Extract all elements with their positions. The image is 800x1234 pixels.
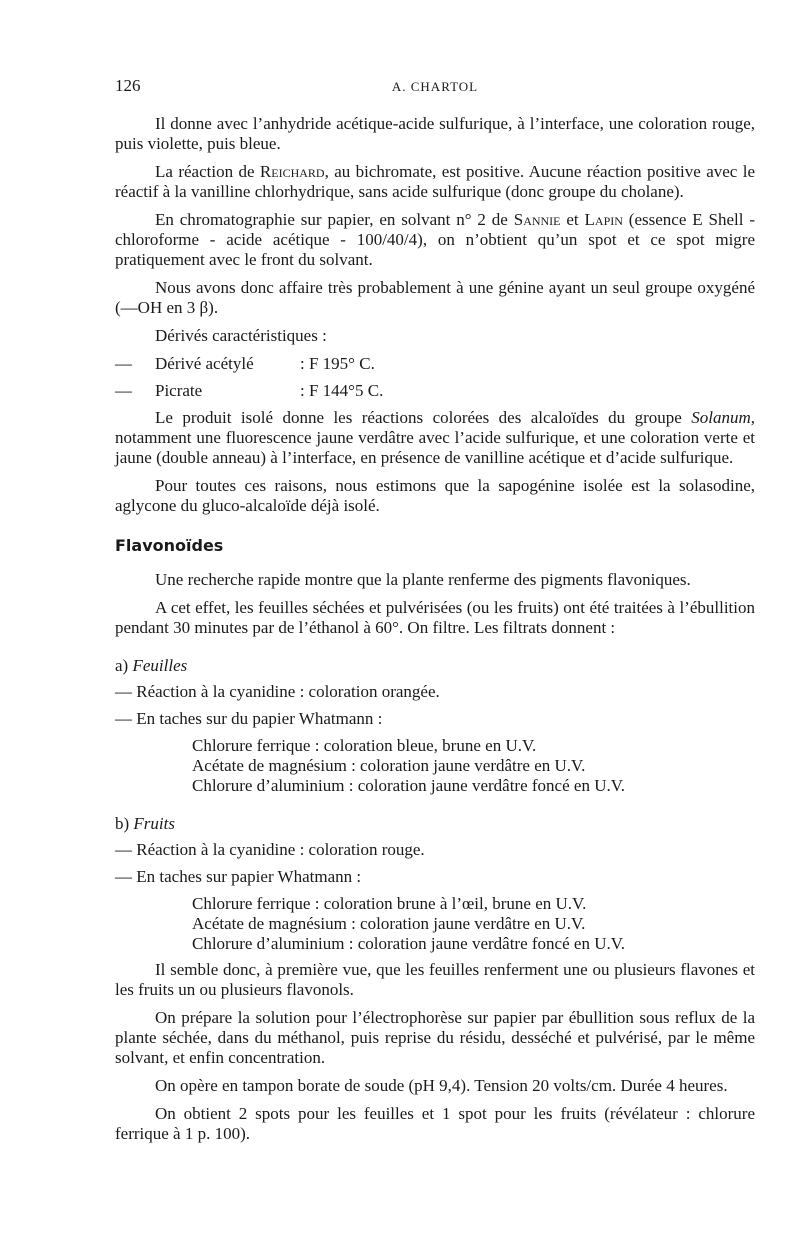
derivative-row (115, 354, 755, 374)
paragraph-2 (115, 162, 755, 202)
list-line: — En taches sur papier Whatmann : (115, 867, 362, 886)
paragraph-7: Une recherche rapide montre que la plante renferme des pigments flavoniques. (155, 570, 691, 589)
paragraph-11: On opère en tampon borate de soude (pH 9,4). Tension 20 volts/cm. Durée 4 heures. (155, 1076, 728, 1095)
result-item: Chlorure d’aluminium : coloration jaune verdâtre foncé en U.V. (192, 934, 626, 953)
page-number: 126 (115, 76, 141, 95)
derivatives-title: Dérivés caractéristiques : (155, 326, 327, 345)
paragraph-10: On prépare la solution pour l’électrophorèse sur papier par ébullition sous reflux de la plante séchée, dans du méthanol, puis reprise du résidu, desséché et pulvérisé, par le même solvant, et enfin concentration. (115, 1008, 755, 1067)
text-segment: notamment une fluorescence jaune verdâtre avec l’acide sulfurique, et une coloration verte et jaune (double anneau) à l’interface, en présence de vanilline acétique et d’acide sulfurique. (115, 428, 755, 467)
derivative-value: : F 144°5 C. (300, 381, 384, 400)
dash: — (115, 381, 132, 400)
subsection-feuilles (115, 656, 755, 676)
derivative-name: Dérivé acétylé (155, 354, 254, 373)
paragraph-4: Nous avons donc affaire très probablement à une génine ayant un seul groupe oxygéné (—OH en 3 β). (115, 278, 755, 317)
result-list (115, 894, 755, 954)
result-list (115, 736, 755, 796)
author-name-lapin: Lapin (584, 210, 623, 229)
paragraph-12: On obtient 2 spots pour les feuilles et 1 spot pour les fruits (révélateur : chlorure ferrique à 1 p. 100). (115, 1104, 755, 1143)
list-line: — Réaction à la cyanidine : coloration rouge. (115, 840, 425, 859)
derivative-value: : F 195° C. (300, 354, 375, 373)
subsection-title: Feuilles (132, 656, 188, 675)
text-segment: et (560, 210, 585, 229)
subsection-title: Fruits (133, 814, 175, 833)
running-title: A. CHARTOL (391, 79, 479, 94)
paragraph-3 (115, 210, 755, 270)
author-name-sannie: Sannie (513, 210, 561, 229)
result-item: Chlorure ferrique : coloration bleue, brune en U.V. (192, 736, 537, 755)
subsection-label: a) (115, 656, 129, 675)
paragraph-9: Il semble donc, à première vue, que les feuilles renferment une ou plusieurs flavones et les fruits un ou plusieurs flavonols. (115, 960, 755, 999)
paragraph-1: Il donne avec l’anhydride acétique-acide sulfurique, à l’interface, une coloration rouge, puis violette, puis bleue. (115, 114, 755, 153)
author-name-reichard: Reichard (259, 162, 325, 181)
genus-solanum: Solanum, (691, 408, 755, 427)
subsection-label: b) (115, 814, 130, 833)
page-body (115, 114, 755, 1152)
list-line: — Réaction à la cyanidine : coloration orangée. (115, 682, 440, 701)
paragraph-5 (115, 408, 755, 468)
result-item: Chlorure ferrique : coloration brune à l’œil, brune en U.V. (192, 894, 587, 913)
text-segment: En chromatographie sur papier, en solvant n° 2 de (155, 210, 514, 229)
list-line: — En taches sur du papier Whatmann : (115, 709, 383, 728)
text-segment: Le produit isolé donne les réactions colorées des alcaloïdes du groupe (155, 408, 692, 427)
paragraph-8: A cet effet, les feuilles séchées et pulvérisées (ou les fruits) ont été traitées à l’ébullition pendant 30 minutes par de l’éthanol à 60°. On filtre. Les filtrats donnent : (115, 598, 755, 637)
section-heading: Flavonoïdes (115, 536, 224, 555)
text-segment: , au bichromate, est positive. Aucune réaction positive avec le réactif à la vanilline chlorhydrique, sans acide sulfurique (donc groupe du cholane). (115, 162, 756, 201)
derivative-name: Picrate (155, 381, 203, 400)
result-item: Acétate de magnésium : coloration jaune verdâtre en U.V. (192, 914, 586, 933)
paragraph-6: Pour toutes ces raisons, nous estimons que la sapogénine isolée est la solasodine, aglycone du gluco-alcaloïde déjà isolé. (115, 476, 755, 515)
dash: — (115, 354, 132, 373)
result-item: Acétate de magnésium : coloration jaune verdâtre en U.V. (192, 756, 586, 775)
subsection-fruits (115, 814, 755, 834)
page-header (115, 76, 755, 102)
text-segment: (essence E Shell - chloroforme - acide acétique - 100/40/4), on n’obtient qu’un spot et ce spot migre pratiquement avec le front du solvant. (115, 210, 755, 269)
derivative-row (115, 381, 755, 401)
text-segment: La réaction de (155, 162, 260, 181)
result-item: Chlorure d’aluminium : coloration jaune verdâtre foncé en U.V. (192, 776, 626, 795)
